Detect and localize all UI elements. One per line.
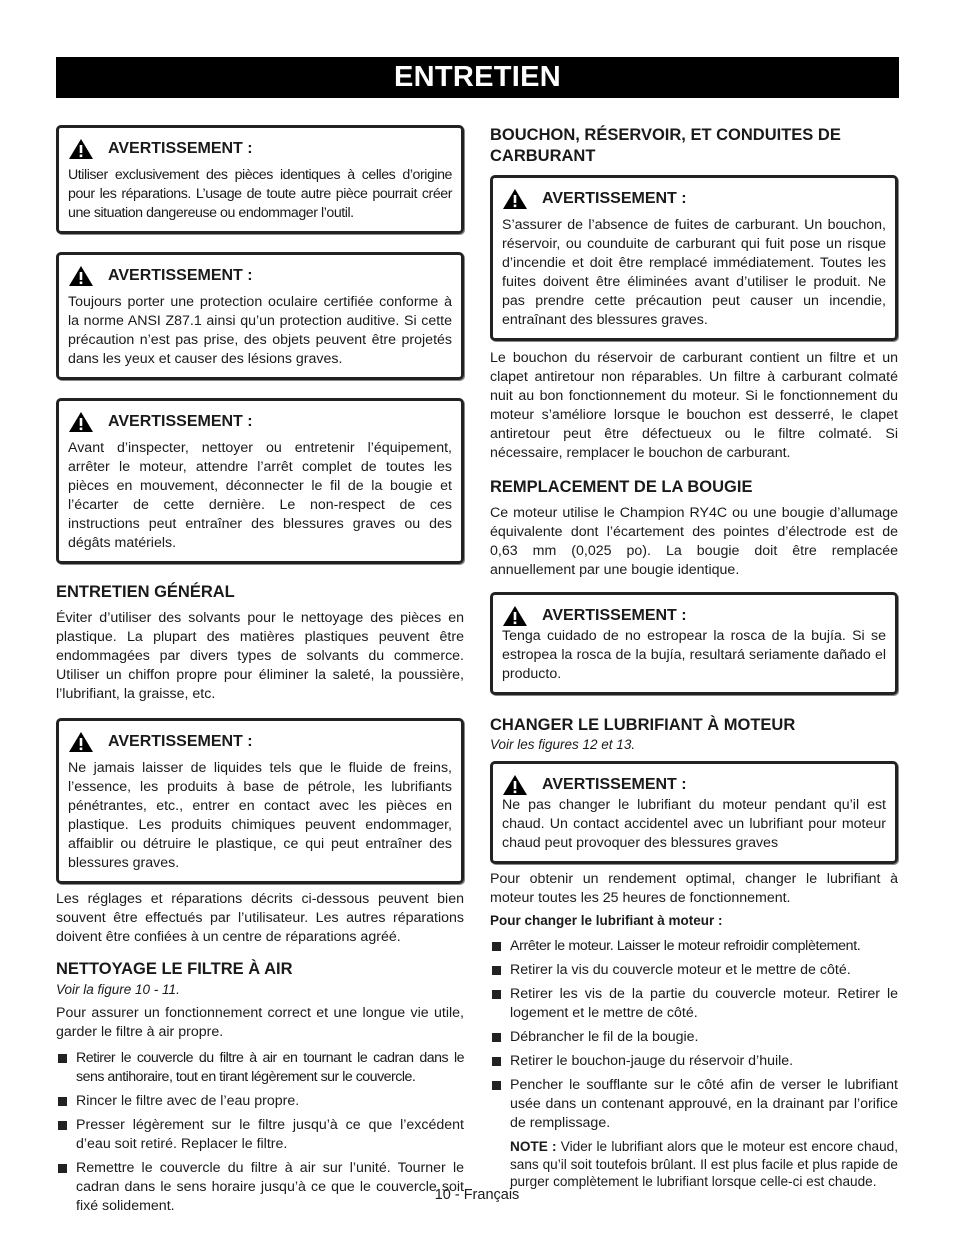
right-column	[490, 125, 898, 1191]
note-text: Vider le lubrifiant alors que le moteur est encore chaud, sans qu’il soit toutefois brûlant. Il est plus facile et plus rapide de purger complètement le lubrifiant lorsque celle-ci est chaude.	[510, 1139, 898, 1189]
warning-text: Utiliser exclusivement des pièces identiques à celles d’origine pour les réparations. L’usage de toute autre pièce pourrait créer une situation dangereuse ou endommager l’outil.	[68, 167, 452, 221]
spark-plug-paragraph: Ce moteur utilise le Champion RY4C ou une bougie d’allumage équivalente dont l’écartement des pointes d’électrode est de 0,63 mm (0,025 po). La bougie doit être remplacée annuellement par une bougie identique.	[490, 505, 898, 578]
warning-box-eye-protection	[56, 252, 464, 380]
warning-box-maintenance	[56, 398, 464, 564]
list-item: Remettre le couvercle du filtre à air sur l’unité. Tourner le cadran dans le sens horaire jusqu’à ce que le couvercle soit fixé solidement.	[56, 1159, 464, 1216]
warning-triangle-icon	[502, 605, 528, 627]
fuel-paragraph: Le bouchon du réservoir de carburant contient un filtre et un clapet antiretour non réparables. Un filtre à carburant colmaté nuit au bon fonctionnement du moteur. Si le fonctionnement du moteur s’améliore lorsque le bouchon est desserré, le clapet antiretour peut être défectueux ou le filtre colmaté. Si nécessaire, remplacer le bouchon de carburant.	[490, 350, 898, 461]
warning-label: AVERTISSEMENT :	[108, 413, 253, 430]
warning-label: AVERTISSEMENT :	[542, 190, 687, 207]
page-number: 10 - Français	[434, 1187, 520, 1203]
warning-box-spark-plug	[490, 592, 898, 695]
warning-box-fuel-leaks	[490, 175, 898, 341]
warning-triangle-icon	[502, 774, 528, 796]
warning-label: AVERTISSEMENT :	[108, 140, 253, 157]
section-title-general: ENTRETIEN GÉNÉRAL	[56, 583, 235, 601]
list-item: Retirer le couvercle du filtre à air en tournant le cadran dans le sens antihoraire, tout en tirant légèrement sur le couvercle.	[56, 1049, 464, 1087]
warning-triangle-icon	[502, 188, 528, 210]
list-item: Retirer les vis de la partie du couvercle moteur. Retirer le logement et le mettre de côté.	[490, 985, 898, 1023]
warning-box-liquids	[56, 718, 464, 884]
oil-note	[490, 1138, 898, 1191]
warning-text: Tenga cuidado de no estropear la rosca de la bujía. Si se estropea la rosca de la bujía, resultará seriamente dañado el producto.	[502, 628, 886, 682]
warning-text: S’assurer de l’absence de fuites de carburant. Un bouchon, réservoir, ou counduite de carburant qui fuit pose un risque d’incendie et doit être remplacé immédiatement. Toutes les fuites doivent être éliminées avant d’utiliser le produit. Ne pas prendre cette précaution peut causer un incendie, entraînant des blessures graves.	[502, 217, 886, 328]
warning-label: AVERTISSEMENT :	[542, 776, 687, 793]
warning-text: Avant d’inspecter, nettoyer ou entretenir l’équipement, arrêter le moteur, attendre l’arrêt complet de toutes les pièces en mouvement, déconnecter le fil de la bougie et l’écarter de cette dernière. Le non-respect de ces instructions peut entraîner des blessures graves ou des dégâts matériels.	[68, 440, 452, 551]
list-item: Presser légèrement sur le filtre jusqu’à ce que l’excédent d’eau soit retiré. Replacer le filtre.	[56, 1116, 464, 1154]
list-item: Arrêter le moteur. Laisser le moteur refroidir complètement.	[490, 937, 898, 956]
warning-text: Ne jamais laisser de liquides tels que le fluide de freins, l’essence, les produits à base de pétrole, les lubrifiants pénétrantes, etc., entrer en contact avec les pièces en plastique. Les produits chimiques peuvent endommager, affaiblir ou détruire le plastique, ce qui peut entraîner des blessures graves.	[68, 760, 452, 871]
list-item: Retirer la vis du couvercle moteur et le mettre de côté.	[490, 961, 898, 980]
warning-text: Ne pas changer le lubrifiant du moteur pendant qu’il est chaud. Un contact accidentel avec un lubrifiant pour moteur chaud peut provoquer des blessures graves	[502, 797, 886, 851]
warning-triangle-icon	[68, 731, 94, 753]
note-label: NOTE :	[510, 1139, 557, 1154]
section-title-air-filter: NETTOYAGE LE FILTRE À AIR	[56, 960, 293, 978]
air-filter-paragraph: Pour assurer un fonctionnement correct et une longue vie utile, garder le filtre à air propre.	[56, 1005, 464, 1040]
warning-triangle-icon	[68, 265, 94, 287]
list-item: Débrancher le fil de la bougie.	[490, 1028, 898, 1047]
warning-box-hot-oil	[490, 761, 898, 864]
warning-label: AVERTISSEMENT :	[542, 607, 687, 624]
list-item: Rincer le filtre avec de l’eau propre.	[56, 1092, 464, 1111]
left-column	[56, 125, 464, 1221]
section-title-fuel: BOUCHON, RÉSERVOIR, ET CONDUITES DE CARBURANT	[490, 126, 841, 165]
general-paragraph: Éviter d’utiliser des solvants pour le nettoyage des pièces en plastique. La plupart des matières plastiques peuvent être endommagées par divers types de solvants du commerce. Utiliser un chiffon propre pour éliminer la saleté, la poussière, l’lubrifiant, la graisse, etc.	[56, 610, 464, 702]
figure-reference: Voir les figures 12 et 13.	[490, 737, 636, 752]
oil-steps	[490, 937, 898, 1133]
page-title: ENTRETIEN	[56, 57, 899, 98]
warning-label: AVERTISSEMENT :	[108, 733, 253, 750]
figure-reference: Voir la figure 10 - 11.	[56, 982, 180, 997]
oil-paragraph: Pour obtenir un rendement optimal, changer le lubrifiant à moteur toutes les 25 heures de fonctionnement.	[490, 871, 898, 906]
warning-triangle-icon	[68, 411, 94, 433]
oil-steps-heading: Pour changer le lubrifiant à moteur :	[490, 913, 723, 928]
warning-box-original-parts	[56, 125, 464, 234]
warning-triangle-icon	[68, 138, 94, 160]
section-title-oil: CHANGER LE LUBRIFIANT À MOTEUR	[490, 716, 796, 734]
warning-text: Toujours porter une protection oculaire certifiée conforme à la norme ANSI Z87.1 ainsi qu’un protection auditive. Si cette précaution n’est pas prise, des objets peuvent être projetés dans les yeux et causer des lésions graves.	[68, 294, 452, 367]
warning-label: AVERTISSEMENT :	[108, 267, 253, 284]
adjustments-paragraph: Les réglages et réparations décrits ci-dessous peuvent bien souvent être effectués par l’utilisateur. Les autres réparations doivent être confiées à un centre de réparations agréé.	[56, 891, 464, 945]
section-title-spark-plug: REMPLACEMENT DE LA BOUGIE	[490, 478, 753, 496]
list-item: Retirer le bouchon-jauge du réservoir d’huile.	[490, 1052, 898, 1071]
list-item: Pencher le soufflante sur le côté afin de verser le lubrifiant usée dans un contenant approuvé, en la drainant par l’orifice de remplissage.	[490, 1076, 898, 1133]
